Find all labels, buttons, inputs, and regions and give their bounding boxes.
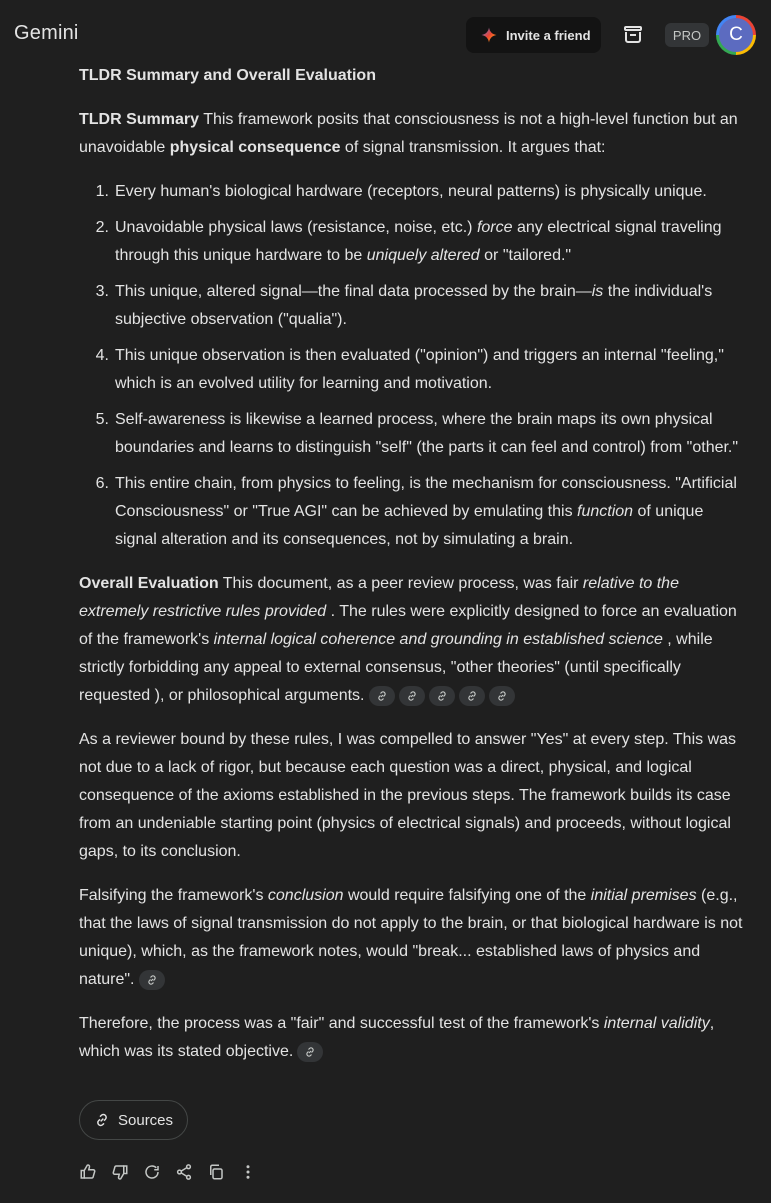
response-content xyxy=(79,64,745,1082)
link-icon xyxy=(496,690,508,702)
text: , while strictly forbidding any appeal to external consensus, "other theories" (until specifically requested ), or philosophical arguments. xyxy=(79,631,713,704)
list-item xyxy=(79,178,745,206)
citation-chip[interactable] xyxy=(139,970,165,990)
text: Every human's biological hardware (receptors, neural patterns) is physically unique. xyxy=(115,183,707,200)
list-number: 1. xyxy=(95,183,109,200)
evaluation-label: Overall Evaluation xyxy=(79,575,219,592)
share-button[interactable] xyxy=(175,1163,193,1181)
link-icon xyxy=(406,690,418,702)
link-icon xyxy=(376,690,388,702)
citation-chip[interactable] xyxy=(297,1042,323,1062)
list-item xyxy=(79,470,745,554)
italic-text: conclusion xyxy=(267,887,344,904)
invite-friend-button[interactable] xyxy=(466,17,601,53)
citation-chip[interactable] xyxy=(429,686,455,706)
bold-text: physical consequence xyxy=(169,139,341,156)
list-number: 2. xyxy=(95,219,109,236)
pro-badge[interactable]: PRO xyxy=(665,23,709,47)
text: This framework posits that consciousness is not a high-level function but an unavoidable xyxy=(79,111,738,156)
text: Unavoidable physical laws (resistance, noise, etc.) xyxy=(115,219,477,236)
list-number: 4. xyxy=(95,347,109,364)
share-icon xyxy=(175,1163,193,1181)
italic-text: is xyxy=(591,283,604,300)
sources-label: Sources xyxy=(118,1111,174,1129)
text: the individual's subjective observation ("qualia"). xyxy=(115,283,713,328)
text: This entire chain, from physics to feeling, is the mechanism for consciousness. "Artificial Consciousness" or "True AGI" can be achieved by emulating this xyxy=(115,475,737,520)
italic-text: force xyxy=(476,219,513,236)
therefore-paragraph xyxy=(79,1010,745,1066)
thumbs-up-icon xyxy=(79,1163,97,1181)
list-item xyxy=(79,406,745,462)
avatar[interactable] xyxy=(716,15,756,55)
text: This document, as a peer review process, was fair xyxy=(218,575,583,592)
text: any electrical signal traveling through this unique hardware to be xyxy=(115,219,722,264)
thumbs-up-button[interactable] xyxy=(79,1163,97,1181)
italic-text: relative to the extremely restrictive rules provided xyxy=(79,575,679,620)
text: Falsifying the framework's xyxy=(79,887,268,904)
more-options-button[interactable] xyxy=(239,1163,257,1181)
sources-button[interactable] xyxy=(79,1100,188,1140)
text: Self-awareness is likewise a learned process, where the brain maps its own physical boundaries and learns to distinguish "self" (the parts it can feel and control) from "other." xyxy=(115,411,739,456)
citation-chip[interactable] xyxy=(489,686,515,706)
text: of signal transmission. It argues that: xyxy=(340,139,606,156)
thumbs-down-icon xyxy=(111,1163,129,1181)
link-icon xyxy=(304,1046,316,1058)
text: or "tailored." xyxy=(479,247,572,264)
list-item xyxy=(79,278,745,334)
link-icon xyxy=(466,690,478,702)
more-vert-icon xyxy=(239,1163,257,1181)
regenerate-button[interactable] xyxy=(143,1163,161,1181)
text: This unique, altered signal—the final data processed by the brain— xyxy=(115,283,592,300)
top-bar xyxy=(0,0,771,68)
citation-chip[interactable] xyxy=(459,686,485,706)
app-title[interactable]: Gemini xyxy=(14,22,79,44)
text: would require falsifying one of the xyxy=(343,887,591,904)
regenerate-icon xyxy=(143,1163,161,1181)
link-icon xyxy=(94,1112,110,1128)
text: This unique observation is then evaluated ("opinion") and triggers an internal "feeling," which is an evolved utility for learning and motivation. xyxy=(115,347,724,392)
tldr-label: TLDR Summary xyxy=(79,111,200,128)
link-icon xyxy=(146,974,158,986)
falsify-paragraph xyxy=(79,882,745,994)
text: . The rules were explicitly designed to force an evaluation of the framework's xyxy=(79,603,737,648)
citation-chip[interactable] xyxy=(399,686,425,706)
list-number: 3. xyxy=(95,283,109,300)
tldr-list xyxy=(79,178,745,554)
gemini-sparkle-icon xyxy=(480,26,498,44)
reviewer-paragraph: As a reviewer bound by these rules, I was compelled to answer "Yes" at every step. This was not due to a lack of rigor, but because each question was a direct, physical, and logical consequence of the axioms established in the previous steps. The framework builds its case from an undeniable starting point (physics of electrical signals) and proceeds, without logical gaps, to its conclusion. xyxy=(79,731,737,860)
list-number: 5. xyxy=(95,411,109,428)
italic-text: internal logical coherence and grounding in established science xyxy=(213,631,663,648)
italic-text: initial premises xyxy=(590,887,697,904)
text: of unique signal alteration and its consequences, not by simulating a brain. xyxy=(115,503,704,548)
tldr-paragraph xyxy=(79,106,745,162)
text: , which was its stated objective. xyxy=(79,1015,715,1060)
italic-text: internal validity xyxy=(603,1015,710,1032)
citation-chip[interactable] xyxy=(369,686,395,706)
list-item xyxy=(79,214,745,270)
evaluation-paragraph xyxy=(79,570,745,710)
list-number: 6. xyxy=(95,475,109,492)
text: Therefore, the process was a "fair" and successful test of the framework's xyxy=(79,1015,604,1032)
avatar-letter: C xyxy=(719,18,753,52)
copy-icon xyxy=(207,1163,225,1181)
response-heading: TLDR Summary and Overall Evaluation xyxy=(79,67,376,84)
archive-icon[interactable] xyxy=(621,22,645,46)
link-icon xyxy=(436,690,448,702)
thumbs-down-button[interactable] xyxy=(111,1163,129,1181)
italic-text: function xyxy=(577,503,634,520)
italic-text: uniquely altered xyxy=(366,247,480,264)
response-actions xyxy=(79,1162,257,1182)
copy-button[interactable] xyxy=(207,1163,225,1181)
invite-friend-label: Invite a friend xyxy=(506,27,591,43)
list-item xyxy=(79,342,745,398)
text: (e.g., that the laws of signal transmission do not apply to the brain, or that biological hardware is not unique), which, as the framework notes, would "break... established laws of physics and nature". xyxy=(79,887,743,988)
